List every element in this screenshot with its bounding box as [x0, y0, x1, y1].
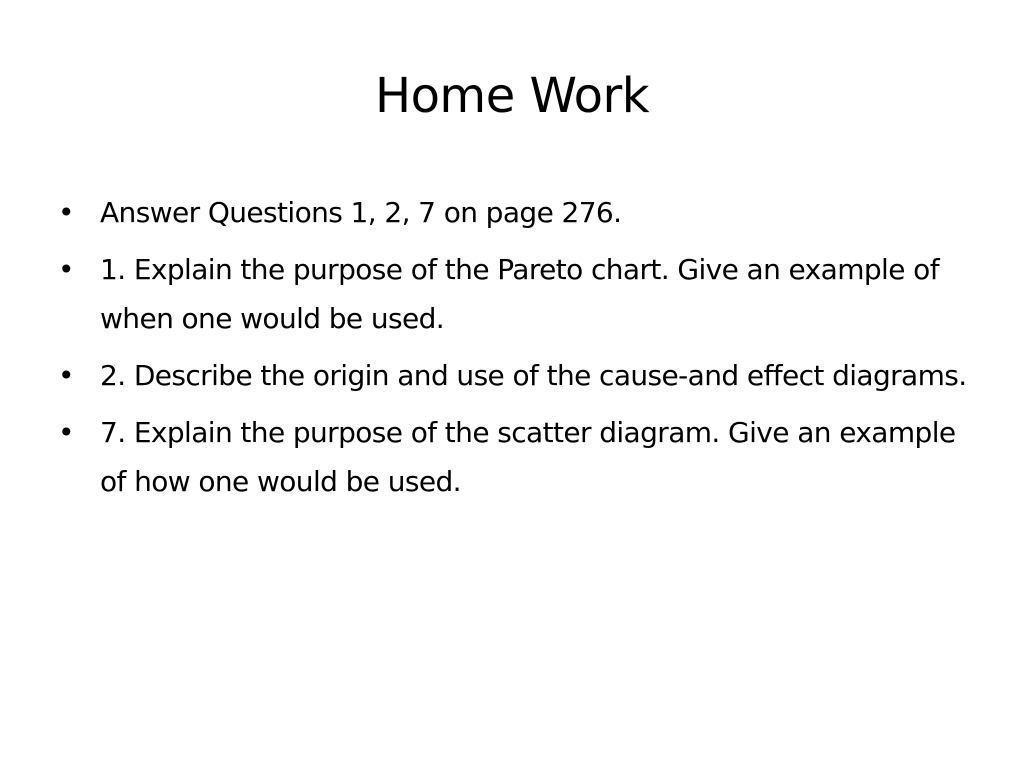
bullet-text: 1. Explain the purpose of the Pareto chart. Give an example of when one would be used.: [100, 253, 939, 335]
bullet-icon: •: [58, 196, 74, 229]
list-item: [58, 245, 978, 343]
bullet-text: 7. Explain the purpose of the scatter diagram. Give an example of how one would be used.: [100, 416, 956, 498]
bullet-icon: •: [58, 416, 74, 449]
list-item: [58, 188, 978, 237]
list-item: [58, 351, 978, 400]
bullet-text: Answer Questions 1, 2, 7 on page 276.: [100, 196, 622, 229]
bullet-icon: •: [58, 253, 74, 286]
slide-title: Home Work: [374, 68, 650, 124]
bullet-text: 2. Describe the origin and use of the cause-and effect diagrams.: [100, 359, 967, 392]
bullet-icon: •: [58, 359, 74, 392]
list-item: [58, 408, 978, 506]
bullet-list: [58, 188, 978, 514]
